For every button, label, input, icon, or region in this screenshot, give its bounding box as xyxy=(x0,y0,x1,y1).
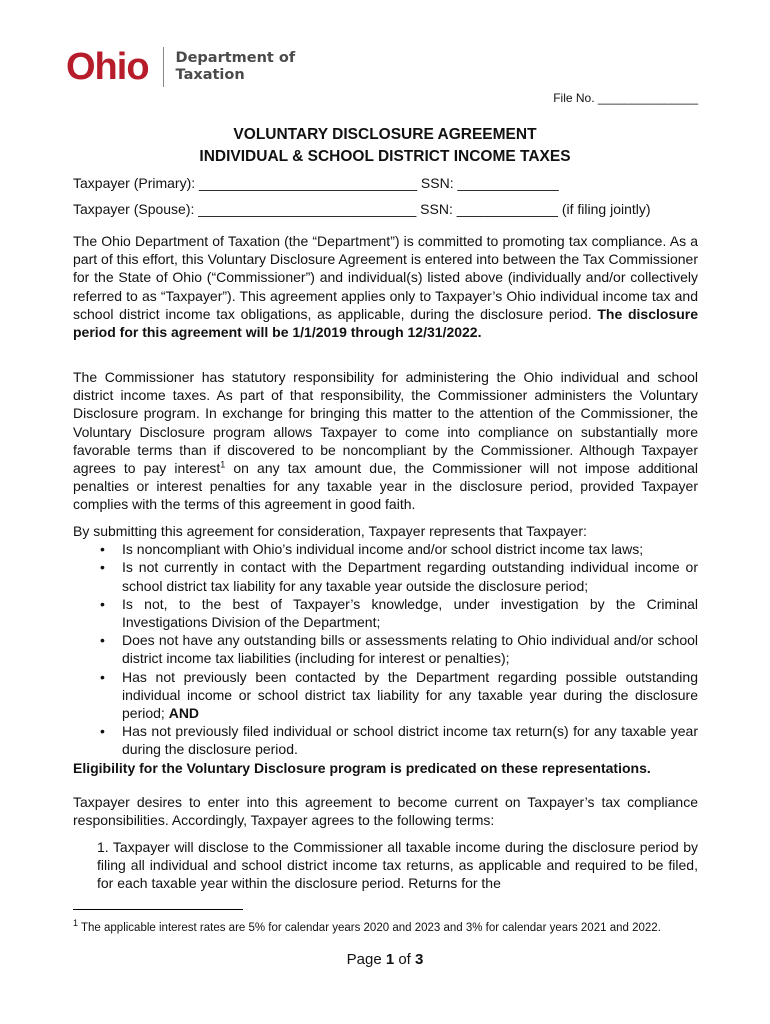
footnote xyxy=(73,916,698,941)
list-item: • Is noncompliant with Ohio’s individual income and/or school district income tax laws; xyxy=(122,540,698,558)
term-1-text: 1. Taxpayer will disclose to the Commissioner all taxable income during the disclosure period by filing all individual and school district income tax returns, as applicable and required to be filed, for each taxable year within the disclosure period. Returns for the xyxy=(97,839,698,892)
taxpayer-spouse-field: Taxpayer (Spouse): ____________________________ SSN: _____________ (if filing jointly) xyxy=(73,201,651,217)
page-number xyxy=(0,951,770,968)
commissioner-text-a: The Commissioner has statutory responsibility for administering the Ohio individual and school district income taxes. As part of that responsibility, the Commissioner administers the Voluntary Disclosure program. In exchange for bringing this matter to the attention of the Commissioner, the Voluntary Disclosure program allows Taxpayer to come into compliance on substantially more favorable terms than if discovered to be noncompliant by the Commissioner. Although Taxpayer agrees to pay interest xyxy=(73,369,698,477)
department-line-1: Department of xyxy=(175,50,296,66)
disclosure-period-text: The disclosure period for this agreement will be 1/1/2019 through 12/31/2022. xyxy=(73,305,698,341)
term-1-paragraph xyxy=(73,838,698,893)
file-number-field: File No. _______________ xyxy=(553,91,698,105)
commissioner-text-b: on any tax amount due, the Commissioner will not impose additional penalties or interest penalties for any taxable year in the disclosure period, provided Taxpayer complies with the terms of this agreement in good faith. xyxy=(73,460,698,513)
ohio-taxation-logo xyxy=(66,44,295,90)
eligibility-statement: Eligibility for the Voluntary Disclosure program is predicated on these representations. xyxy=(73,759,651,776)
terms-intro-paragraph xyxy=(73,793,698,829)
ohio-logo-word: Ohio xyxy=(66,46,149,88)
document-subtitle: INDIVIDUAL & SCHOOL DISTRICT INCOME TAXES xyxy=(199,148,571,165)
representations-section xyxy=(73,522,698,777)
page-word: Page xyxy=(346,951,386,968)
logo-divider xyxy=(163,47,164,87)
intro-paragraph xyxy=(73,232,698,341)
representations-intro: By submitting this agreement for consideration, Taxpayer represents that Taxpayer: xyxy=(73,523,587,539)
representations-list xyxy=(73,540,698,758)
list-item: • Is not, to the best of Taxpayer’s knowledge, under investigation by the Criminal Investigations Division of the Department; xyxy=(122,595,698,631)
list-item xyxy=(122,668,698,723)
list-item-text: Has not previously been contacted by the Department regarding possible outstanding individual income or school district tax liability for any taxable year during the disclosure period; xyxy=(122,668,698,722)
page-of: of xyxy=(394,951,416,968)
list-item: • Does not have any outstanding bills or assessments relating to Ohio individual and/or school district income tax liabilities (including for interest or penalties); xyxy=(122,631,698,667)
department-name xyxy=(176,50,296,84)
list-item: • Is not currently in contact with the Department regarding outstanding individual income or school district tax liability for any taxable year outside the disclosure period; xyxy=(122,558,698,594)
and-word: AND xyxy=(168,705,200,722)
footnote-text: The applicable interest rates are 5% for calendar years 2020 and 2023 and 3% for calendar years 2021 and 2022. xyxy=(78,922,661,934)
footnote-mark: 1 xyxy=(73,918,79,929)
page-current: 1 xyxy=(385,951,395,968)
department-line-2: Taxation xyxy=(175,67,245,83)
taxpayer-primary-field: Taxpayer (Primary): ____________________________ SSN: _____________ xyxy=(73,175,559,191)
commissioner-paragraph xyxy=(73,368,698,514)
intro-text: The Ohio Department of Taxation (the “Department”) is committed to promoting tax compliance. As a part of this effort, this Voluntary Disclosure Agreement is entered into between the Tax Commissioner for the State of Ohio (“Commissioner”) and individual(s) listed above (individually and/or collectively referred to as “Taxpayer”). This agreement applies only to Taxpayer’s Ohio individual income tax and school district income tax obligations, as applicable, during the disclosure period. xyxy=(73,233,698,322)
list-item: • Has not previously filed individual or school district income tax return(s) for any taxable year during the disclosure period. xyxy=(122,722,698,758)
footnote-reference: 1 xyxy=(220,459,226,470)
terms-intro-text: Taxpayer desires to enter into this agreement to become current on Taxpayer’s tax compliance responsibilities. Accordingly, Taxpayer agrees to the following terms: xyxy=(73,794,698,829)
page-total: 3 xyxy=(415,951,424,968)
document-title: VOLUNTARY DISCLOSURE AGREEMENT xyxy=(233,126,537,143)
footnote-divider xyxy=(73,909,243,910)
